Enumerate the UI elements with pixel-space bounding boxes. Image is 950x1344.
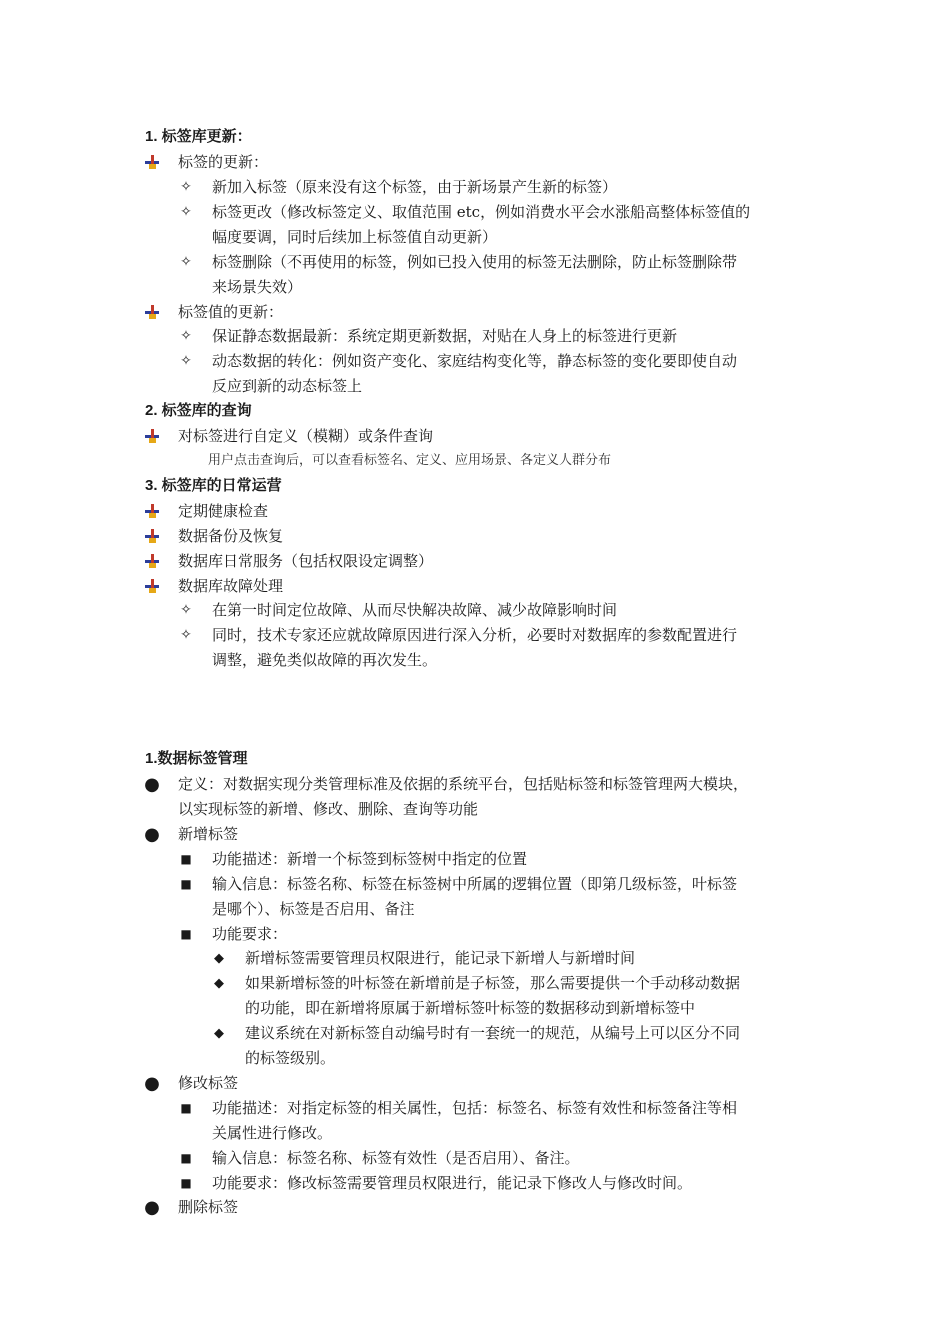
- arrow-bullet-icon: [143, 152, 161, 172]
- list-item-continuation: 的功能，即在新增将原属于新增标签叶标签的数据移动到新增标签中: [245, 999, 696, 1017]
- list-item: 功能要求：: [212, 925, 288, 943]
- list-item: 建议系统在对新标签自动编号时有一套统一的规范，从编号上可以区分不同: [245, 1024, 741, 1042]
- list-item-continuation: 来场景失效）: [212, 278, 303, 296]
- list-item: 保证静态数据最新：系统定期更新数据，对贴在人身上的标签进行更新: [212, 327, 678, 345]
- diamond-bullet-icon: ◆: [214, 975, 224, 991]
- star-bullet-icon: ✧: [180, 627, 192, 643]
- list-item: 功能描述：新增一个标签到标签树中指定的位置: [212, 850, 528, 868]
- star-bullet-icon: ✧: [180, 328, 192, 344]
- list-item: 新增标签需要管理员权限进行，能记录下新增人与新增时间: [245, 949, 636, 967]
- heading-tag-library-query: 2. 标签库的查询: [145, 402, 252, 419]
- list-item-continuation: 以实现标签的新增、修改、删除、查询等功能: [178, 800, 479, 818]
- dot-bullet-icon: ●: [144, 1196, 160, 1218]
- list-item: 功能描述：对指定标签的相关属性，包括：标签名、标签有效性和标签备注等相: [212, 1099, 738, 1117]
- arrow-bullet-icon: [143, 302, 161, 322]
- list-item: 输入信息：标签名称、标签有效性（是否启用）、备注。: [212, 1149, 580, 1167]
- list-item: 标签删除（不再使用的标签，例如已投入使用的标签无法删除，防止标签删除带: [212, 253, 738, 271]
- list-item: 删除标签: [178, 1198, 239, 1216]
- list-item: 如果新增标签的叶标签在新增前是子标签，那么需要提供一个手动移动数据: [245, 974, 741, 992]
- list-item: 修改标签: [178, 1074, 239, 1092]
- star-bullet-icon: ✧: [180, 254, 192, 270]
- heading-data-tag-management: 1.数据标签管理: [145, 750, 248, 767]
- list-item-continuation: 的标签级别。: [245, 1049, 336, 1067]
- heading-tag-library-update: 1. 标签库更新：: [145, 128, 252, 145]
- dot-bullet-icon: ●: [144, 823, 160, 845]
- list-item: 输入信息：标签名称、标签在标签树中所属的逻辑位置（即第几级标签，叶标签: [212, 875, 738, 893]
- list-item-continuation: 幅度要调，同时后续加上标签值自动更新）: [212, 228, 498, 246]
- list-item: 标签更改（修改标签定义、取值范围 etc，例如消费水平会水涨船高整体标签值的: [212, 203, 751, 221]
- diamond-bullet-icon: ◆: [214, 1025, 224, 1041]
- star-bullet-icon: ✧: [180, 602, 192, 618]
- list-item: 标签值的更新：: [178, 303, 284, 321]
- list-item-continuation: 关属性进行修改。: [212, 1124, 333, 1142]
- list-item: 数据备份及恢复: [178, 527, 284, 545]
- square-bullet-icon: ■: [180, 1151, 192, 1165]
- diamond-bullet-icon: ◆: [214, 950, 224, 966]
- list-item: 定期健康检查: [178, 502, 269, 520]
- star-bullet-icon: ✧: [180, 204, 192, 220]
- square-bullet-icon: ■: [180, 1176, 192, 1190]
- dot-bullet-icon: ●: [144, 1072, 160, 1094]
- list-item-continuation: 反应到新的动态标签上: [212, 377, 363, 395]
- arrow-bullet-icon: [143, 526, 161, 546]
- heading-tag-library-operations: 3. 标签库的日常运营: [145, 477, 282, 494]
- list-item-continuation: 是哪个）、标签是否启用、备注: [212, 900, 415, 918]
- note-text: 用户点击查询后，可以查看标签名、定义、应用场景、各定义人群分布: [208, 453, 612, 468]
- arrow-bullet-icon: [143, 576, 161, 596]
- square-bullet-icon: ■: [180, 1101, 192, 1115]
- list-item: 新增标签: [178, 825, 239, 843]
- list-item: 定义：对数据实现分类管理标准及依据的系统平台，包括贴标签和标签管理两大模块，: [178, 775, 749, 793]
- list-item: 对标签进行自定义（模糊）或条件查询: [178, 427, 434, 445]
- square-bullet-icon: ■: [180, 877, 192, 891]
- arrow-bullet-icon: [143, 501, 161, 521]
- dot-bullet-icon: ●: [144, 773, 160, 795]
- list-item: 在第一时间定位故障、从而尽快解决故障、减少故障影响时间: [212, 601, 618, 619]
- arrow-bullet-icon: [143, 551, 161, 571]
- list-item: 数据库故障处理: [178, 577, 284, 595]
- list-item: 功能要求：修改标签需要管理员权限进行，能记录下修改人与修改时间。: [212, 1174, 693, 1192]
- square-bullet-icon: ■: [180, 927, 192, 941]
- list-item: 数据库日常服务（包括权限设定调整）: [178, 552, 434, 570]
- list-item: 标签的更新：: [178, 153, 269, 171]
- list-item: 同时，技术专家还应就故障原因进行深入分析，必要时对数据库的参数配置进行: [212, 626, 738, 644]
- list-item: 动态数据的转化：例如资产变化、家庭结构变化等，静态标签的变化要即使自动: [212, 352, 738, 370]
- star-bullet-icon: ✧: [180, 179, 192, 195]
- star-bullet-icon: ✧: [180, 353, 192, 369]
- square-bullet-icon: ■: [180, 852, 192, 866]
- list-item: 新加入标签（原来没有这个标签，由于新场景产生新的标签）: [212, 178, 618, 196]
- arrow-bullet-icon: [143, 426, 161, 446]
- list-item-continuation: 调整，避免类似故障的再次发生。: [212, 651, 438, 669]
